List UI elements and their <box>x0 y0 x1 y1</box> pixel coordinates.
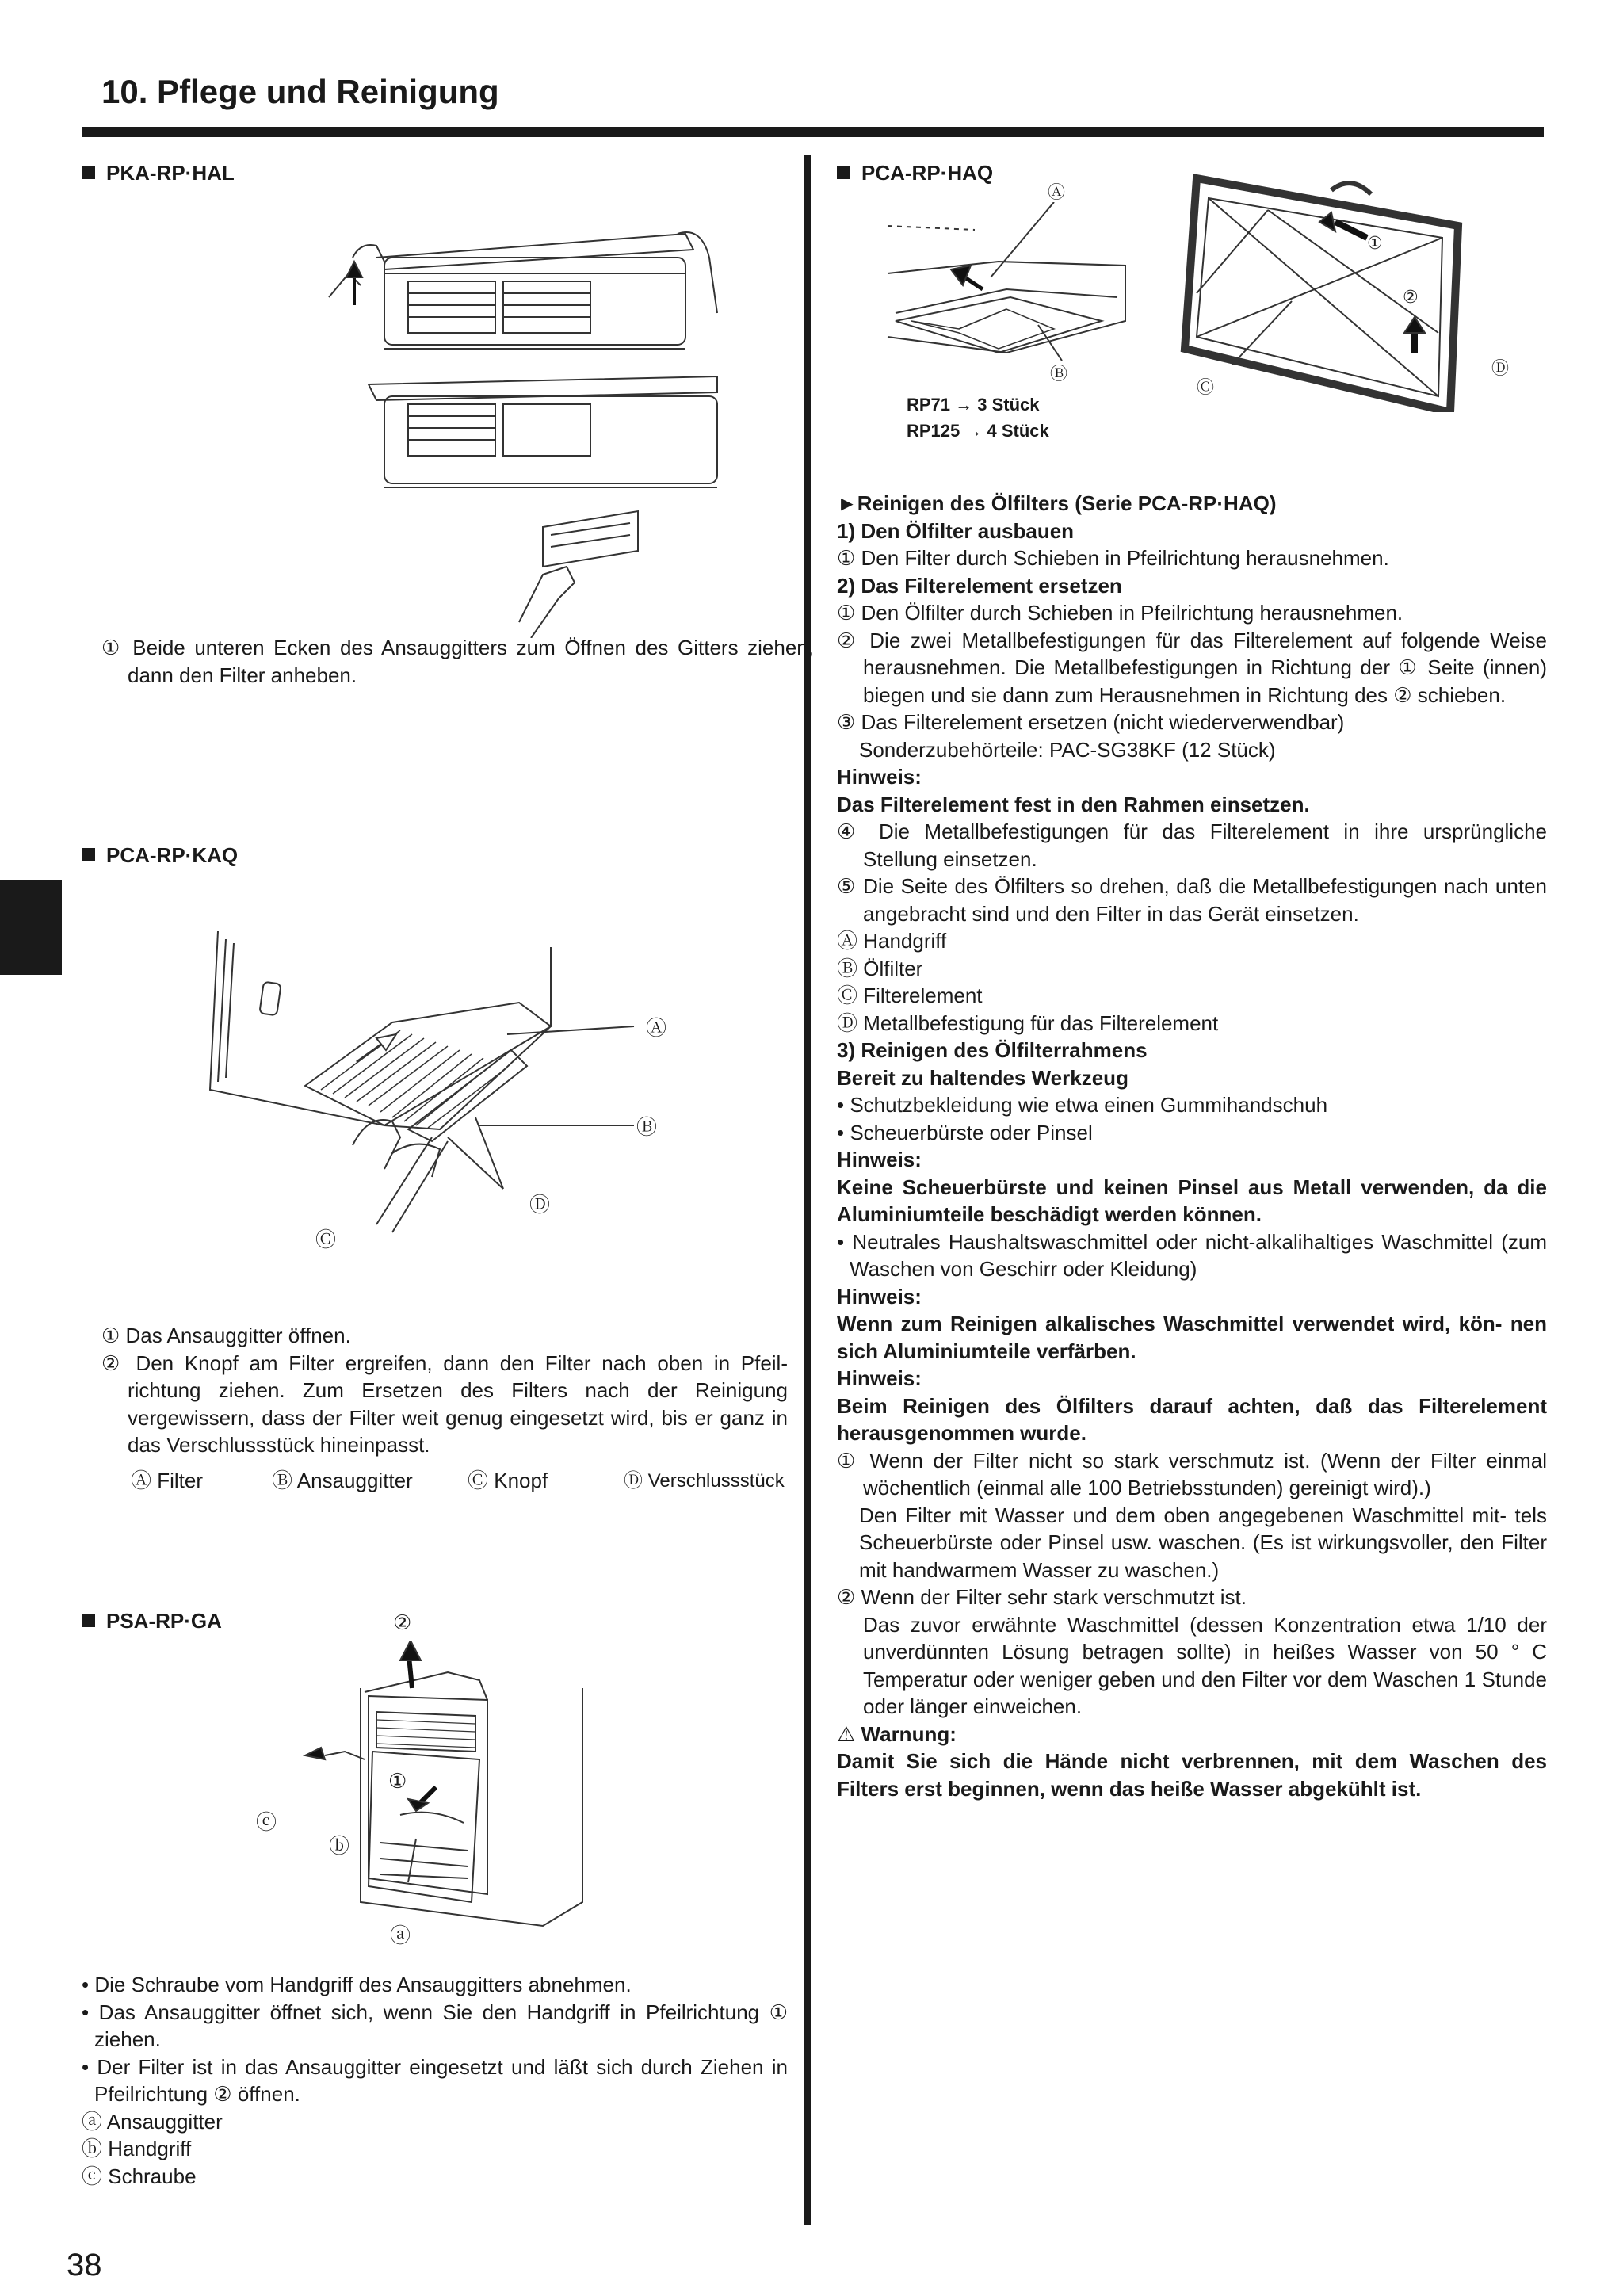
bullet-square-icon <box>82 848 95 861</box>
psa-bullet-2: • Das Ansauggitter öffnet sich, wenn Sie den Handgriff in Pfeilrichtung ① ziehen. <box>82 2000 788 2051</box>
bullet-square-icon <box>82 166 95 179</box>
haq-line: • Schutzbekleidung wie etwa einen Gummihandschuh <box>837 1093 1328 1117</box>
pca-kaq-legend-a: Ⓐ Filter <box>131 1469 204 1492</box>
haq-line: Ⓐ Handgriff <box>837 929 947 953</box>
haq-line: Wenn zum Reinigen alkalisches Waschmittel verwendet wird, kön- nen sich Aluminiumteile verfärben. <box>837 1312 1547 1363</box>
haq-line: ① Den Filter durch Schieben in Pfeilrichtung herausnehmen. <box>837 546 1389 570</box>
haq-rp71: RP71 → 3 Stück <box>907 395 1040 415</box>
haq-line: • Scheuerbürste oder Pinsel <box>837 1120 1093 1144</box>
haq-line: Ⓒ Filterelement <box>837 984 983 1007</box>
pca-kaq-legend-d: Ⓓ Verschlussstück <box>624 1470 785 1492</box>
pka-illustration <box>305 226 737 638</box>
haq-line: Hinweis: <box>837 765 922 789</box>
haq-line: 1) Den Ölfilter ausbauen <box>837 518 1075 543</box>
section-heading-pca-haq: PCA-RP·HAQ <box>837 161 993 185</box>
pca-haq-illustration-filter <box>1173 174 1474 412</box>
haq-label-2: ② <box>1403 287 1419 307</box>
psa-legend-b: ⓑ Handgriff <box>82 2137 192 2160</box>
pca-kaq-illustration <box>202 931 693 1272</box>
haq-line: Das zuvor erwähnte Waschmittel (dessen Konzentration etwa 1/10 der unverdünnten Lösung betragen sollte) in heißes Wasser von 50 ° C Temperatur oder weniger geben und den Filter vor dem Waschen 1 Stunde oder länger einweichen. <box>863 1612 1547 1718</box>
haq-text <box>837 490 1547 1802</box>
bullet-square-icon <box>837 166 850 179</box>
pca-kaq-label-c: Ⓒ <box>315 1228 337 1251</box>
chapter-tab <box>0 880 62 975</box>
haq-line: Das Filterelement fest in den Rahmen einsetzen. <box>837 792 1310 816</box>
pca-kaq-step-1: ① Das Ansauggitter öffnen. <box>101 1324 351 1347</box>
haq-line: Keine Scheuerbürste und keinen Pinsel aus Metall verwenden, da die Aluminiumteile beschädigt werden können. <box>837 1175 1547 1226</box>
haq-line: ⑤ Die Seite des Ölfilters so drehen, daß die Metallbefestigungen nach unten angebracht sind und den Filter in das Gerät einsetzen. <box>837 874 1547 926</box>
psa-legend-c: ⓒ Schraube <box>82 2164 197 2188</box>
haq-line: Hinweis: <box>837 1148 922 1171</box>
pca-kaq-label-b: Ⓑ <box>636 1115 658 1139</box>
section-heading-pka: PKA-RP·HAL <box>82 161 235 185</box>
psa-label-a: ⓐ <box>390 1924 411 1947</box>
psa-bullet-3: • Der Filter ist in das Ansauggitter eingesetzt und läßt sich durch Ziehen in Pfeilrichtung ② öffnen. <box>82 2054 788 2106</box>
haq-line: ② Wenn der Filter sehr stark verschmutzt ist. <box>837 1585 1247 1609</box>
haq-label-a: Ⓐ <box>1048 182 1066 202</box>
pca-kaq-legend-c: Ⓒ Knopf <box>468 1469 548 1492</box>
section-heading-pca-kaq: PCA-RP·KAQ <box>82 843 238 868</box>
haq-line: ① Wenn der Filter nicht so stark verschmutz ist. (Wenn der Filter einmal wöchentlich (einmal alle 100 Betriebsstunden) gereinigt wird).) <box>837 1448 1547 1499</box>
psa-legend-a: ⓐ Ansauggitter <box>82 2109 223 2134</box>
pca-kaq-steps <box>101 1322 788 1459</box>
psa-text <box>82 1971 788 2190</box>
haq-line: 3) Reinigen des Ölfilterrahmens <box>837 1038 1148 1062</box>
haq-line: ③ Das Filterelement ersetzen (nicht wiederverwendbar) <box>837 710 1345 734</box>
header-rule <box>82 127 1544 137</box>
haq-line: Ⓓ Metallbefestigung für das Filterelement <box>837 1010 1219 1035</box>
page-title: 10. Pflege und Reinigung <box>101 73 499 110</box>
haq-line: Den Filter mit Wasser und dem oben angegebenen Waschmittel mit- tels Scheuerbürste oder Pinsel usw. waschen. (Es ist wirkungsvoller, den Filter mit handwarmem Wasser zu waschen.) <box>859 1503 1547 1582</box>
haq-line: Bereit zu haltendes Werkzeug <box>837 1065 1128 1090</box>
psa-illustration <box>281 1641 598 1942</box>
haq-line: ① Den Ölfilter durch Schieben in Pfeilrichtung herausnehmen. <box>837 601 1403 625</box>
haq-label-d: Ⓓ <box>1491 358 1510 378</box>
column-divider <box>804 155 812 2225</box>
haq-line: • Neutrales Haushaltswaschmittel oder nicht-alkalihaltiges Waschmittel (zum Waschen von Geschirr oder Kleidung) <box>837 1229 1547 1281</box>
psa-label-2: ② <box>393 1610 412 1634</box>
pca-kaq-label-d: Ⓓ <box>529 1193 551 1217</box>
psa-bullet-1: • Die Schraube vom Handgriff des Ansauggitters abnehmen. <box>82 1973 632 1996</box>
psa-label-c: ⓒ <box>256 1810 277 1834</box>
psa-label-b: ⓑ <box>329 1834 350 1858</box>
haq-line: 2) Das Filterelement ersetzen <box>837 573 1122 598</box>
haq-line: Damit Sie sich die Hände nicht verbrennen, mit dem Waschen des Filters erst beginnen, wenn das heiße Wasser abgekühlt ist. <box>837 1749 1547 1801</box>
bullet-square-icon <box>82 1614 95 1627</box>
haq-line: Hinweis: <box>837 1284 922 1308</box>
haq-line: Beim Reinigen des Ölfilters darauf achten, daß das Filterelement herausgenommen wurde. <box>837 1393 1547 1445</box>
haq-line: Hinweis: <box>837 1366 922 1390</box>
haq-label-c: Ⓒ <box>1197 377 1215 397</box>
haq-line: Ⓑ Ölfilter <box>837 956 923 980</box>
pca-kaq-legend-b: Ⓑ Ansauggitter <box>272 1469 413 1492</box>
haq-line: ►Reinigen des Ölfilters (Serie PCA-RP·HAQ) <box>837 491 1277 515</box>
haq-label-1: ① <box>1367 233 1383 253</box>
pca-kaq-step-2: ② Den Knopf am Filter ergreifen, dann den Filter nach oben in Pfeil- richtung ziehen. Zum Ersetzen des Filters nach der Reinigung vergewissern, dass der Filter weit genug eingesetzt wird, bis er ganz in das Verschlussstück hineinpasst. <box>101 1350 788 1457</box>
section-heading-psa: PSA-RP·GA <box>82 1609 222 1633</box>
haq-label-b: Ⓑ <box>1050 364 1068 384</box>
haq-rp125: RP125 → 4 Stück <box>907 421 1049 441</box>
haq-line: ④ Die Metallbefestigungen für das Filterelement in ihre ursprüngliche Stellung einsetzen. <box>837 819 1547 871</box>
pca-haq-illustration-unit <box>880 202 1133 369</box>
haq-line: Sonderzubehörteile: PAC-SG38KF (12 Stück) <box>859 737 1276 762</box>
psa-label-1: ① <box>388 1769 407 1793</box>
haq-line: ② Die zwei Metallbefestigungen für das Filterelement auf folgende Weise herausnehmen. Die Metallbefestigungen in Richtung der ① Seite (innen) biegen und sie dann zum Herausnehmen in Richtung des ② schieben. <box>837 628 1547 707</box>
page-number: 38 <box>67 2248 102 2283</box>
pca-kaq-label-a: Ⓐ <box>646 1016 667 1040</box>
haq-warning-heading: ⚠ Warnung: <box>837 1721 957 1746</box>
pka-step-1: ① Beide unteren Ecken des Ansauggitters zum Öffnen des Gitters ziehen, dann den Filter anheben. <box>101 636 814 687</box>
